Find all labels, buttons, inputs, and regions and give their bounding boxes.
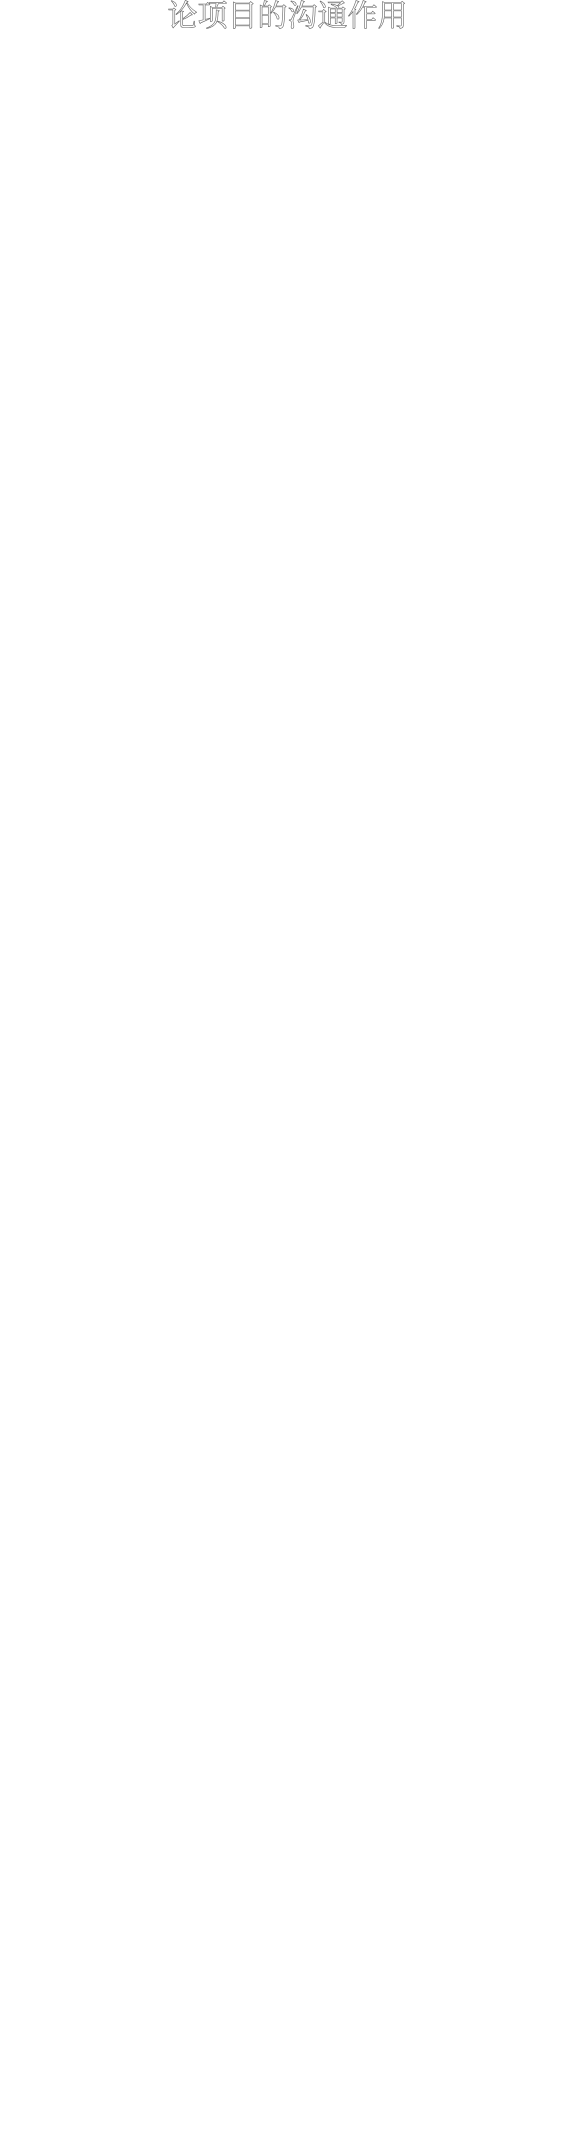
blank-content-area <box>0 36 575 2146</box>
page-title: 论项目的沟通作用 <box>167 0 408 34</box>
